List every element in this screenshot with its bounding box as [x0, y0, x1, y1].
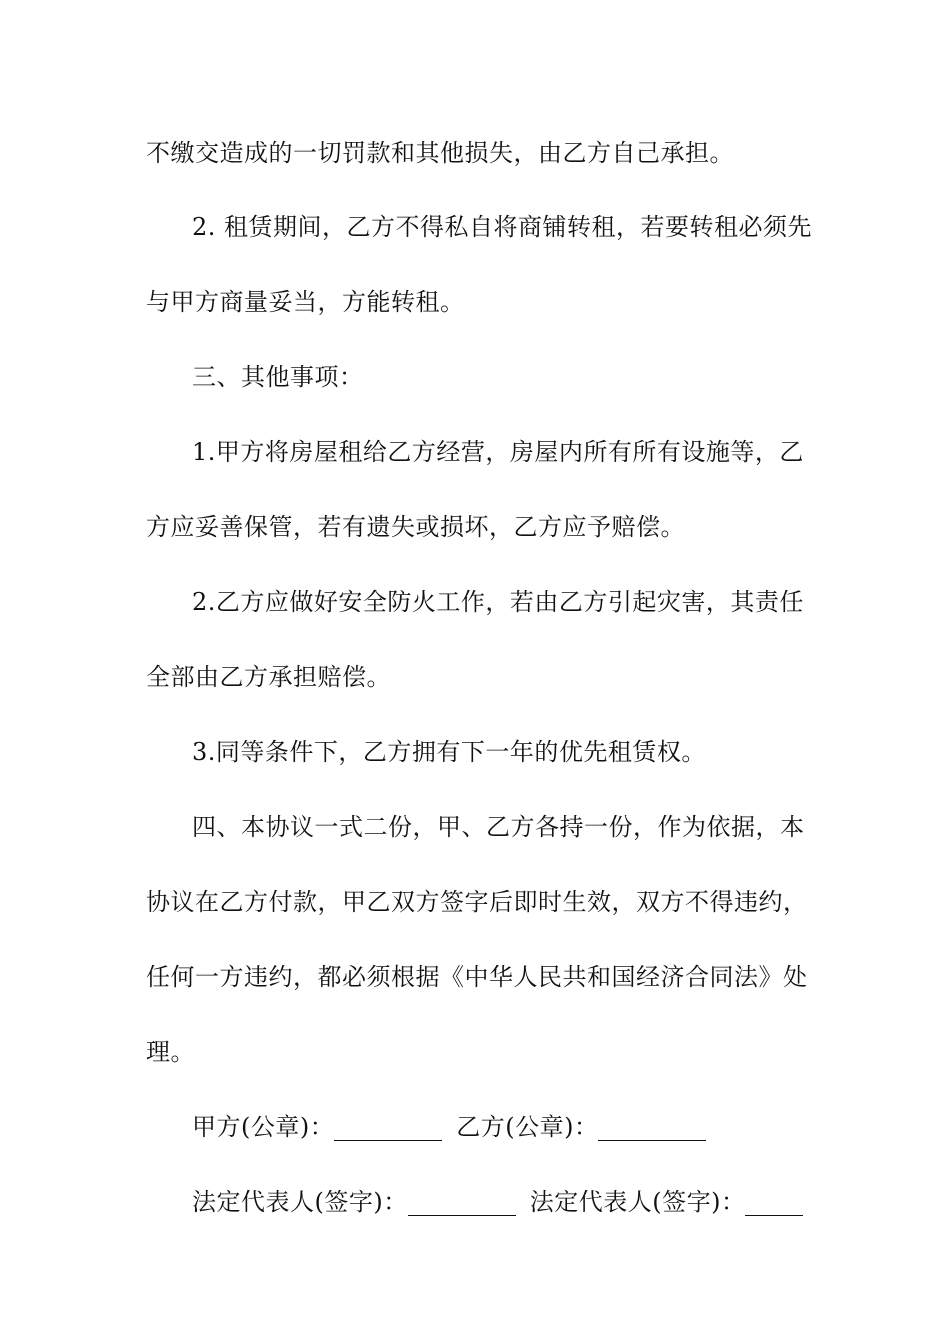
- paragraph-line: 2.乙方应做好安全防火工作，若由乙方引起灾害，其责任: [192, 588, 804, 616]
- party-a-rep-label: 法定代表人(签字)：: [192, 1188, 408, 1216]
- paragraph-line: 2. 租赁期间，乙方不得私自将商铺转租，若要转租必须先: [192, 213, 813, 241]
- party-a-rep-blank[interactable]: [408, 1193, 516, 1216]
- paragraph-line: 与甲方商量妥当，方能转租。: [146, 288, 465, 316]
- party-b-rep-blank[interactable]: [745, 1193, 803, 1216]
- party-b-seal-label: 乙方(公章)：: [456, 1113, 599, 1141]
- paragraph-line: 不缴交造成的一切罚款和其他损失，由乙方自己承担。: [146, 139, 734, 167]
- party-a-seal-blank[interactable]: [334, 1118, 442, 1141]
- paragraph-line: 协议在乙方付款，甲乙双方签字后即时生效，双方不得违约，: [146, 888, 808, 916]
- paragraph-line: 3.同等条件下，乙方拥有下一年的优先租赁权。: [192, 738, 706, 766]
- representative-signature-row: [192, 1187, 803, 1217]
- party-a-seal-label: 甲方(公章)：: [192, 1113, 335, 1141]
- section-heading: 三、其他事项：: [192, 363, 364, 391]
- party-b-seal-blank[interactable]: [598, 1118, 706, 1141]
- paragraph-line: 方应妥善保管，若有遗失或损坏，乙方应予赔偿。: [146, 513, 685, 541]
- seal-signature-row: [192, 1112, 706, 1142]
- party-b-rep-label: 法定代表人(签字)：: [529, 1188, 746, 1216]
- paragraph-line: 四、本协议一式二份，甲、乙方各持一份，作为依据，本: [192, 813, 805, 841]
- paragraph-line: 全部由乙方承担赔偿。: [146, 663, 391, 691]
- paragraph-line: 任何一方违约，都必须根据《中华人民共和国经济合同法》处: [146, 963, 808, 991]
- paragraph-line: 1.甲方将房屋租给乙方经营，房屋内所有所有设施等，乙: [192, 438, 804, 466]
- paragraph-line: 理。: [146, 1038, 195, 1066]
